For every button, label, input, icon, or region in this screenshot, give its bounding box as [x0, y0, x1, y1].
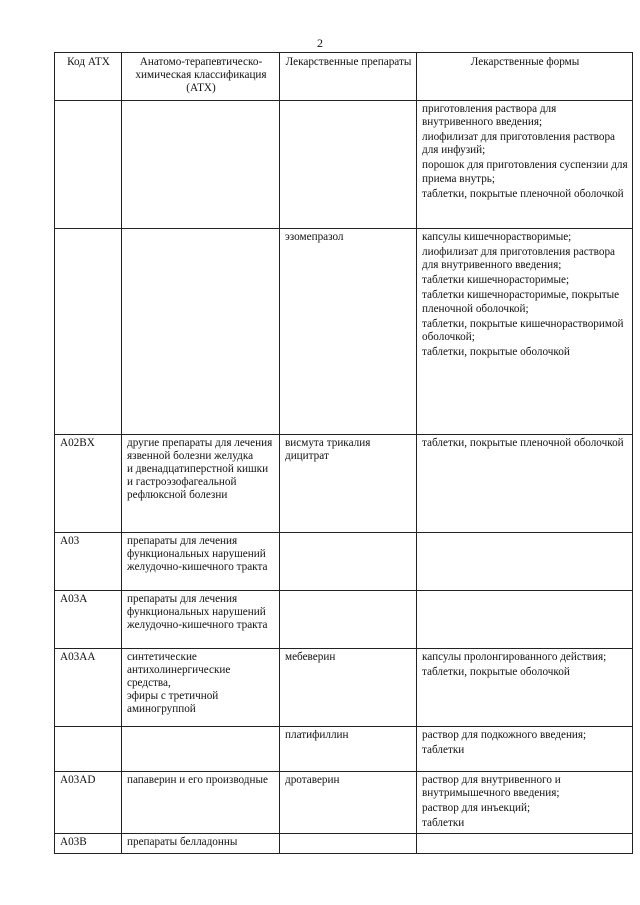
dosage-form-item: таблетки кишечнорасторимые, покрытые пленочной оболочкой;: [422, 289, 620, 315]
atx-code-cell: A02BX: [55, 434, 122, 532]
atx-code-cell: A03: [55, 532, 122, 590]
atx-table: [54, 52, 633, 854]
dosage-form-item: капсулы пролонгированного действия;: [422, 650, 607, 663]
dosage-form-item: лиофилизат для приготовления раствора для инфузий;: [422, 131, 615, 157]
dosage-forms-cell: [417, 648, 633, 726]
table-row: [55, 434, 633, 532]
dosage-forms-cell: [417, 590, 633, 648]
dosage-forms-cell: [417, 834, 633, 853]
dosage-form-item: раствор для внутривенного и внутримышечного введения;: [422, 773, 561, 799]
drug-name-cell: [280, 590, 417, 648]
dosage-form-item: таблетки: [422, 743, 465, 756]
header-drugs: Лекарственные препараты: [280, 53, 417, 101]
classification-cell: синтетические антихолинергические средства, эфиры с третичной аминогруппой: [122, 648, 280, 726]
classification-cell: [122, 228, 280, 434]
table-header-row: [55, 53, 633, 101]
drug-name-cell: мебеверин: [280, 648, 417, 726]
dosage-form-item: таблетки, покрытые пленочной оболочкой: [422, 187, 624, 200]
dosage-forms-cell: [417, 434, 633, 532]
page-number: 2: [317, 36, 323, 50]
classification-cell: [122, 100, 280, 228]
dosage-form-item: таблетки: [422, 817, 465, 830]
dosage-form-item: таблетки, покрытые оболочкой: [422, 346, 570, 359]
dosage-form-item: раствор для подкожного введения;: [422, 728, 587, 741]
table-row: [55, 532, 633, 590]
drug-name-cell: висмута трикалия дицитрат: [280, 434, 417, 532]
drug-name-cell: [280, 532, 417, 590]
header-classification: Анатомо-терапевтическо-химическая классификация (АТХ): [122, 53, 280, 101]
drug-name-cell: [280, 834, 417, 853]
table-row: [55, 834, 633, 853]
atx-code-cell: [55, 228, 122, 434]
dosage-form-item: лиофилизат для приготовления раствора для внутривенного введения;: [422, 245, 615, 272]
drug-name-cell: дротаверин: [280, 771, 417, 834]
classification-cell: препараты для лечения функциональных нарушений желудочно-кишечного тракта: [122, 590, 280, 648]
table-row: [55, 771, 633, 834]
dosage-form-item: приготовления раствора для внутривенного введения;: [422, 102, 557, 128]
header-code: Код АТХ: [55, 53, 122, 101]
atx-code-cell: [55, 100, 122, 228]
dosage-forms-cell: [417, 228, 633, 434]
classification-cell: препараты белладонны: [122, 834, 280, 853]
dosage-form-item: капсулы кишечнорастворимые;: [422, 230, 572, 243]
classification-cell: препараты для лечения функциональных нарушений желудочно-кишечного тракта: [122, 532, 280, 590]
dosage-form-item: раствор для инъекций;: [422, 802, 531, 815]
dosage-forms-cell: [417, 532, 633, 590]
header-forms: Лекарственные формы: [417, 53, 633, 101]
dosage-form-item: таблетки кишечнорасторимые;: [422, 274, 570, 287]
dosage-form-item: порошок для приготовления суспензии для приема внутрь;: [422, 159, 628, 185]
atx-code-cell: A03AD: [55, 771, 122, 834]
drug-name-cell: эзомепразол: [280, 228, 417, 434]
atx-code-cell: [55, 726, 122, 771]
dosage-forms-cell: [417, 726, 633, 771]
dosage-form-item: таблетки, покрытые кишечнорастворимой оболочкой;: [422, 317, 624, 344]
dosage-form-item: таблетки, покрытые оболочкой: [422, 665, 570, 678]
table-row: [55, 590, 633, 648]
classification-cell: другие препараты для лечения язвенной болезни желудка и двенадцатиперстной кишки и гастроэзофагеальной рефлюксной болезни: [122, 434, 280, 532]
table-row: [55, 228, 633, 434]
table-row: [55, 100, 633, 228]
table-row: [55, 648, 633, 726]
drug-name-cell: [280, 100, 417, 228]
classification-cell: [122, 726, 280, 771]
atx-code-cell: A03B: [55, 834, 122, 853]
dosage-forms-cell: [417, 100, 633, 228]
dosage-form-item: таблетки, покрытые пленочной оболочкой: [422, 436, 624, 449]
table-row: [55, 726, 633, 771]
drug-name-cell: платифиллин: [280, 726, 417, 771]
atx-code-cell: A03A: [55, 590, 122, 648]
dosage-forms-cell: [417, 771, 633, 834]
classification-cell: папаверин и его производные: [122, 771, 280, 834]
atx-code-cell: A03AA: [55, 648, 122, 726]
